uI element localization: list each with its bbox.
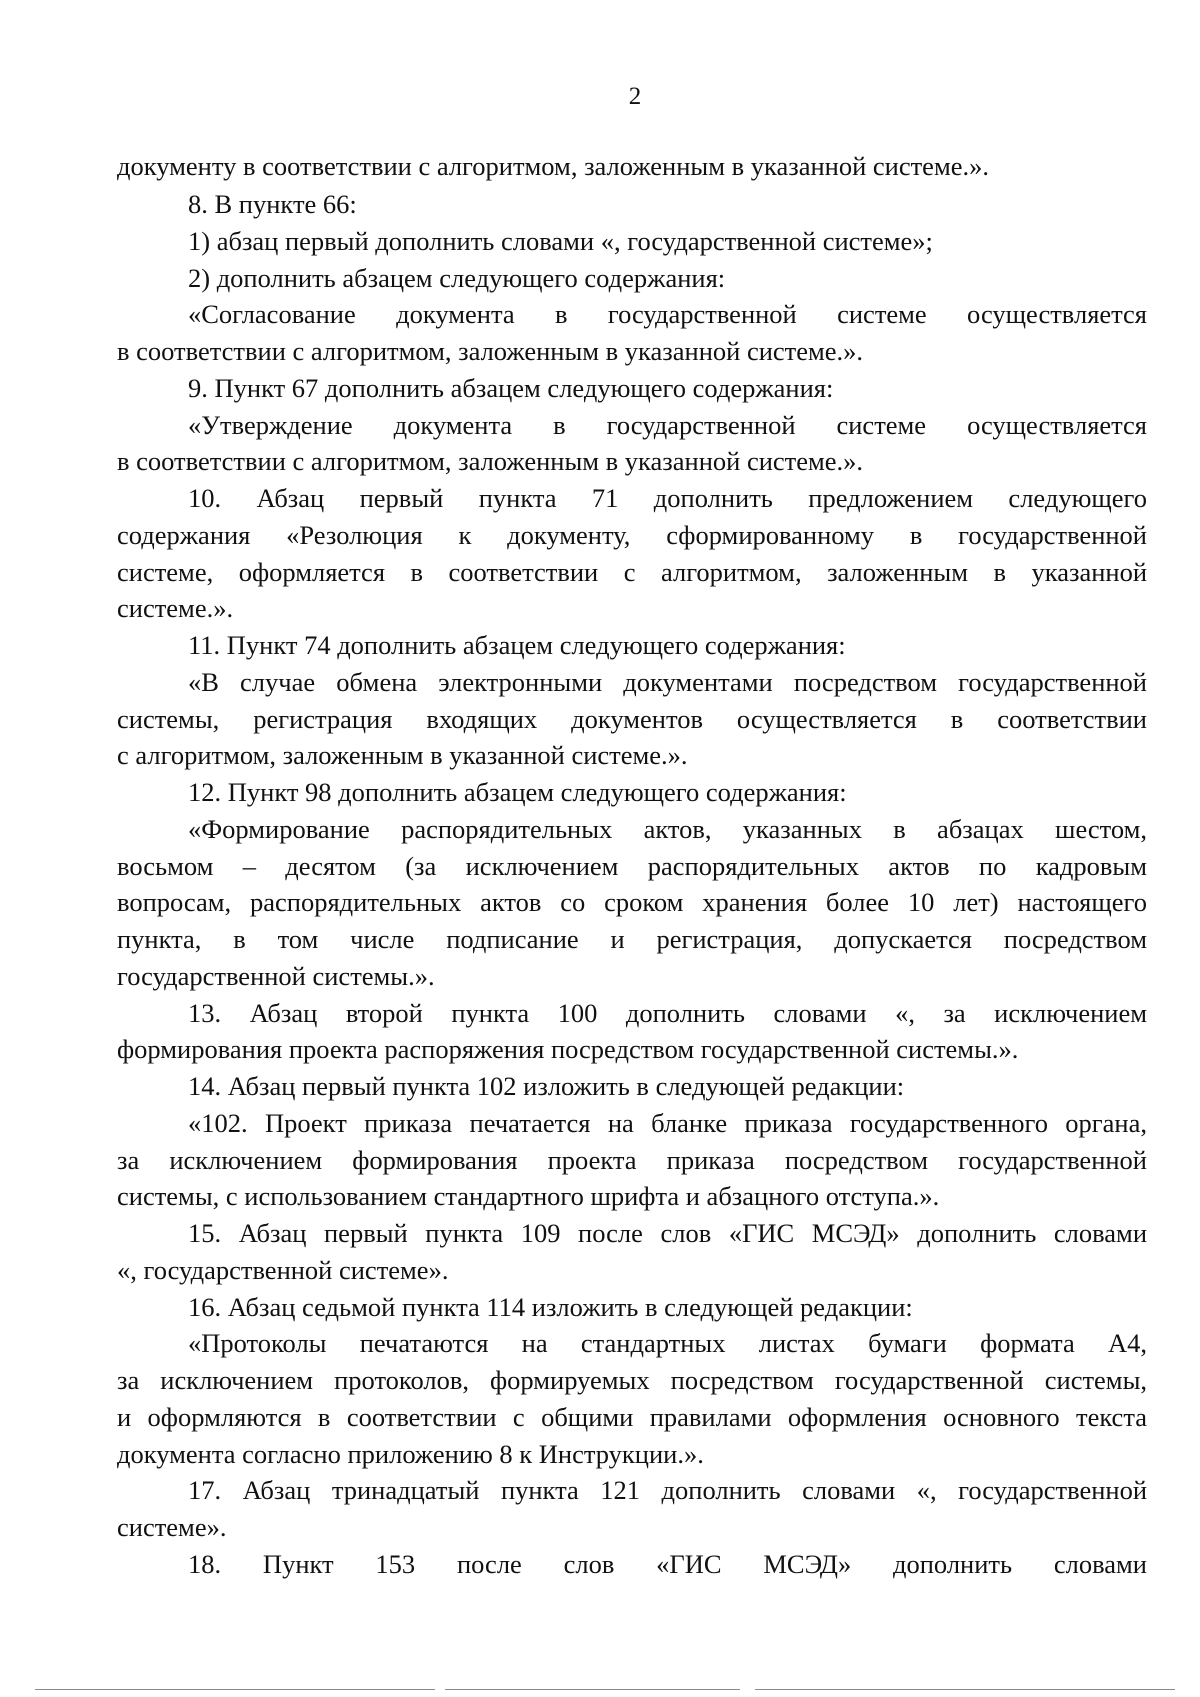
text-line: пункта, в том числе подписание и регистрация, допускается посредством: [117, 924, 1147, 954]
text-line: «, государственной системе».: [117, 1255, 449, 1285]
text-line: вопросам, распорядительных актов со сроком хранения более 10 лет) настоящего: [117, 887, 1147, 917]
text-line: 17. Абзац тринадцатый пункта 121 дополнить словами «, государственной: [188, 1475, 1147, 1505]
text-line: с алгоритмом, заложенным в указанной системе.».: [117, 740, 688, 770]
text-line: 1) абзац первый дополнить словами «, государственной системе»;: [188, 226, 933, 256]
text-line: содержания «Резолюция к документу, сформированному в государственной: [117, 520, 1147, 550]
text-line: «Согласование документа в государственной системе осуществляется: [188, 299, 1147, 329]
text-line: «В случае обмена электронными документами посредством государственной: [188, 667, 1147, 697]
text-line: 16. Абзац седьмой пункта 114 изложить в следующей редакции:: [188, 1292, 913, 1322]
text-line: документа согласно приложению 8 к Инструкции.».: [117, 1439, 704, 1469]
text-line: и оформляются в соответствии с общими правилами оформления основного текста: [117, 1402, 1147, 1432]
text-line: 12. Пункт 98 дополнить абзацем следующего содержания:: [188, 777, 847, 807]
text-line: системе.».: [117, 593, 234, 623]
text-line: «Протоколы печатаются на стандартных листах бумаги формата А4,: [188, 1328, 1147, 1358]
text-line: 13. Абзац второй пункта 100 дополнить словами «, за исключением: [188, 998, 1147, 1028]
text-line: государственной системы.».: [117, 961, 435, 991]
text-line: системы, с использованием стандартного шрифта и абзацного отступа.».: [117, 1181, 940, 1211]
bottom-rule-left: [35, 1689, 435, 1690]
text-line: 11. Пункт 74 дополнить абзацем следующего содержания:: [188, 630, 846, 660]
text-line: 8. В пункте 66:: [188, 189, 357, 219]
text-line: системе, оформляется в соответствии с алгоритмом, заложенным в указанной: [117, 557, 1147, 587]
text-line: восьмом – десятом (за исключением распорядительных актов по кадровым: [117, 851, 1147, 881]
text-line: системе».: [117, 1512, 227, 1542]
text-line: 15. Абзац первый пункта 109 после слов «ГИС МСЭД» дополнить словами: [188, 1218, 1147, 1248]
text-line: системы, регистрация входящих документов осуществляется в соответствии: [117, 704, 1147, 734]
text-line: за исключением протоколов, формируемых посредством государственной системы,: [117, 1365, 1147, 1395]
text-line: в соответствии с алгоритмом, заложенным в указанной системе.».: [117, 336, 864, 366]
text-line: документу в соответствии с алгоритмом, заложенным в указанной системе.».: [117, 151, 989, 181]
text-line: формирования проекта распоряжения посредством государственной системы.».: [117, 1034, 1019, 1064]
text-line: 18. Пункт 153 после слов «ГИС МСЭД» дополнить словами: [188, 1549, 1147, 1579]
text-line: 9. Пункт 67 дополнить абзацем следующего содержания:: [188, 373, 834, 403]
text-line: 14. Абзац первый пункта 102 изложить в следующей редакции:: [188, 1071, 905, 1101]
page-number: 2: [628, 83, 642, 110]
text-line: «Утверждение документа в государственной системе осуществляется: [188, 410, 1147, 440]
text-line: в соответствии с алгоритмом, заложенным в указанной системе.».: [117, 446, 864, 476]
text-line: 10. Абзац первый пункта 71 дополнить предложением следующего: [188, 483, 1147, 513]
text-line: «102. Проект приказа печатается на бланке приказа государственного органа,: [188, 1108, 1147, 1138]
bottom-rule-right: [755, 1689, 1175, 1690]
text-line: за исключением формирования проекта приказа посредством государственной: [117, 1145, 1147, 1175]
text-line: «Формирование распорядительных актов, указанных в абзацах шестом,: [188, 814, 1147, 844]
text-line: 2) дополнить абзацем следующего содержания:: [188, 263, 726, 293]
bottom-rule-middle: [445, 1689, 740, 1690]
